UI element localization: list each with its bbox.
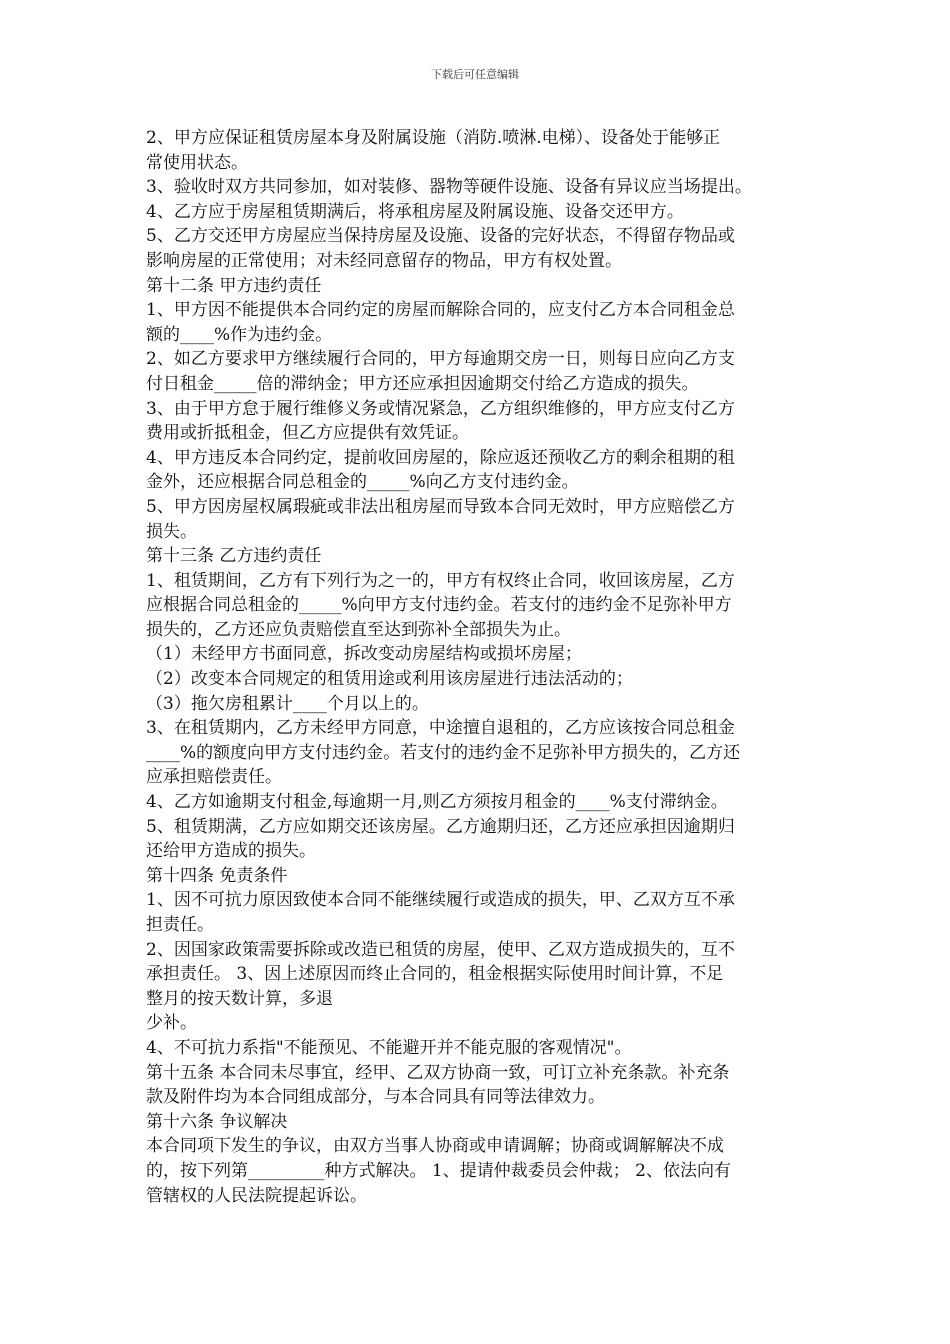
text-line: 少补。 (146, 1013, 197, 1034)
text-line: 4、甲方违反本合同约定，提前收回房屋的，除应返还预收乙方的剩余租期的租 (146, 447, 735, 468)
text-line: 整月的按天数计算，多退 (146, 988, 333, 1009)
text-line: 3、验收时双方共同参加，如对装修、器物等硬件设施、设备有异议应当场提出。 (146, 177, 752, 198)
section-heading: 第十六条 争议解决 (146, 1111, 288, 1132)
text-line: 还给甲方造成的损失。 (146, 841, 316, 862)
text-line: 费用或折抵租金，但乙方应提供有效凭证。 (146, 423, 469, 444)
text-line: 金外，还应根据合同总租金的_____%向乙方支付违约金。 (146, 472, 579, 493)
text-line: （2）改变本合同规定的租赁用途或利用该房屋进行违法活动的； (146, 669, 633, 690)
text-line: （3）拖欠房租累计____个月以上的。 (146, 693, 429, 714)
text-line: 3、由于甲方怠于履行维修义务或情况紧急，乙方组织维修的，甲方应支付乙方 (146, 398, 735, 419)
section-heading: 第十二条 甲方违约责任 (146, 275, 322, 296)
text-line: 本合同项下发生的争议，由双方当事人协商或申请调解；协商或调解解决不成 (146, 1136, 724, 1157)
text-line: ____%的额度向甲方支付违约金。若支付的违约金不足弥补甲方损失的，乙方还 (146, 742, 741, 763)
text-line: 4、不可抗力系指"不能预见、不能避开并不能克服的客观情况"。 (146, 1037, 632, 1058)
text-line: 3、在租赁期内，乙方未经甲方同意，中途擅自退租的，乙方应该按合同总租金 (146, 718, 735, 739)
text-line: 损失。 (146, 521, 197, 542)
text-line: 款及附件均为本合同组成部分，与本合同具有同等法律效力。 (146, 1087, 605, 1108)
text-line: 担责任。 (146, 915, 214, 935)
text-line: 应承担赔偿责任。 (146, 767, 282, 788)
text-line: 常使用状态。 (146, 152, 248, 173)
text-line: 付日租金_____倍的滞纳金；甲方还应承担因逾期交付给乙方造成的损失。 (146, 373, 699, 394)
text-line: 1、租赁期间，乙方有下列行为之一的，甲方有权终止合同，收回该房屋，乙方 (146, 570, 735, 591)
text-line: 影响房屋的正常使用；对未经同意留存的物品，甲方有权处置。 (146, 250, 622, 271)
text-line: 2、甲方应保证租赁房屋本身及附属设施（消防.喷淋.电梯）、设备处于能够正 (146, 128, 721, 148)
text-line: 2、如乙方要求甲方继续履行合同的，甲方每逾期交房一日，则每日应向乙方支 (146, 349, 735, 370)
text-line: 1、因不可抗力原因致使本合同不能继续履行或造成的损失，甲、乙双方互不承 (146, 890, 735, 911)
section-heading: 第十四条 免责条件 (146, 865, 288, 886)
text-line: 损失的，乙方还应负责赔偿直至达到弥补全部损失为止。 (146, 619, 571, 640)
text-line: 1、甲方因不能提供本合同约定的房屋而解除合同的，应支付乙方本合同租金总 (146, 300, 735, 321)
text-line: （1）未经甲方书面同意，拆改变动房屋结构或损坏房屋； (146, 644, 582, 665)
text-line: 4、乙方如逾期支付租金,每逾期一月,则乙方须按月租金的____%支付滞纳金。 (146, 792, 728, 813)
text-line: 5、乙方交还甲方房屋应当保持房屋及设施、设备的完好状态，不得留存物品或 (146, 226, 735, 247)
text-line: 额的____%作为违约金。 (146, 324, 333, 345)
text-line: 4、乙方应于房屋租赁期满后，将承租房屋及附属设施、设备交还甲方。 (146, 201, 684, 222)
page-header: 下载后可任意编辑 (431, 68, 519, 81)
text-line: 管辖权的人民法院提起诉讼。 (146, 1185, 367, 1206)
text-line: 5、租赁期满，乙方应如期交还该房屋。乙方逾期归还，乙方还应承担因逾期归 (146, 816, 735, 837)
text-line: 5、甲方因房屋权属瑕疵或非法出租房屋而导致本合同无效时，甲方应赔偿乙方 (146, 496, 735, 517)
text-line: 2、因国家政策需要拆除或改造已租赁的房屋，使甲、乙双方造成损失的，互不 (146, 939, 735, 960)
document-body (146, 126, 810, 1208)
section-heading: 第十三条 乙方违约责任 (146, 546, 322, 567)
section-heading: 第十五条 本合同未尽事宜，经甲、乙双方协商一致，可订立补充条款。补充条 (146, 1062, 730, 1083)
text-line: 的，按下列第_________种方式解决。 1、提请仲裁委员会仲裁； 2、依法向有 (146, 1160, 731, 1181)
text-line: 承担责任。 3、因上述原因而终止合同的，租金根据实际使用时间计算，不足 (146, 964, 724, 985)
text-line: 应根据合同总租金的_____%向甲方支付违约金。若支付的违约金不足弥补甲方 (146, 595, 732, 616)
